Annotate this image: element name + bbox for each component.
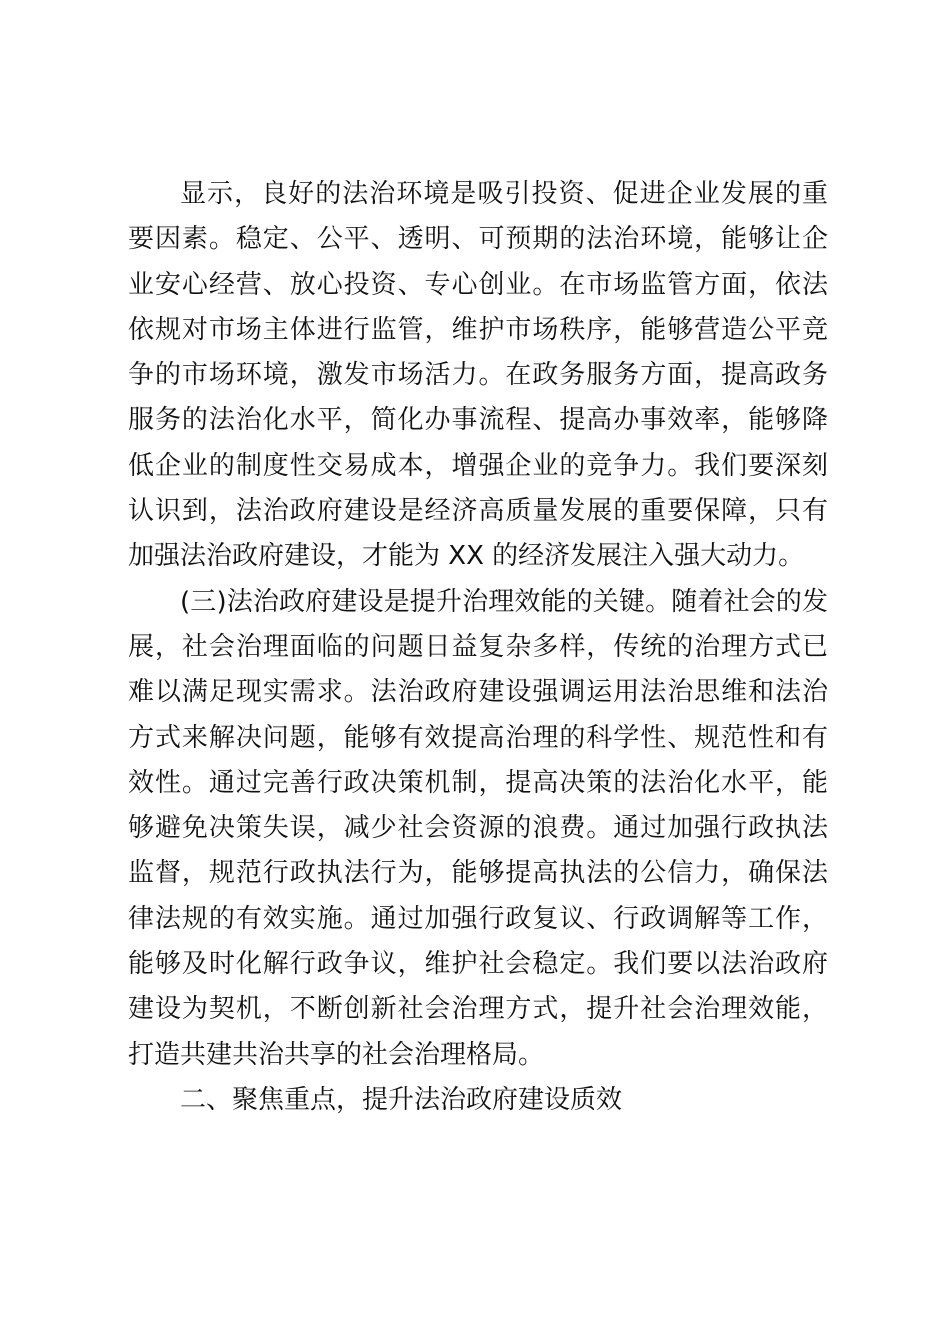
paragraph-section-three: (三)法治政府建设是提升治理效能的关键。随着社会的发展，社会治理面临的问题日益复杂多样，传统的治理方式已难以满足现实需求。法治政府建设强调运用法治思维和法治方式来解决问题，能够有效提高治理的科学性、规范性和有效性。通过完善行政决策机制，提高决策的法治化水平，能够避免决策失误，减少社会资源的浪费。通过加强行政执法监督，规范行政执法行为，能够提高执法的公信力，确保法律法规的有效实施。通过加强行政复议、行政调解等工作，能够及时化解行政争议，维护社会稳定。我们要以法治政府建设为契机，不断创新社会治理方式，提升社会治理效能，打造共建共治共享的社会治理格局。 — [128, 586, 828, 1070]
paragraph-continued: 显示，良好的法治环境是吸引投资、促进企业发展的重要因素。稳定、公平、透明、可预期的法治环境，能够让企业安心经营、放心投资、专心创业。在市场监管方面，依法依规对市场主体进行监管，维护市场秩序，能够营造公平竞争的市场环境，激发市场活力。在政务服务方面，提高政务服务的法治化水平，简化办事流程、提高办事效率，能够降低企业的制度性交易成本，增强企业的竞争力。我们要深刻认识到，法治政府建设是经济高质量发展的重要保障，只有加强法治政府建设，才能为 XX 的经济发展注入强大动力。 — [128, 179, 828, 572]
section-heading: 二、聚焦重点，提升法治政府建设质效 — [180, 1084, 623, 1115]
document-body — [128, 172, 828, 1123]
